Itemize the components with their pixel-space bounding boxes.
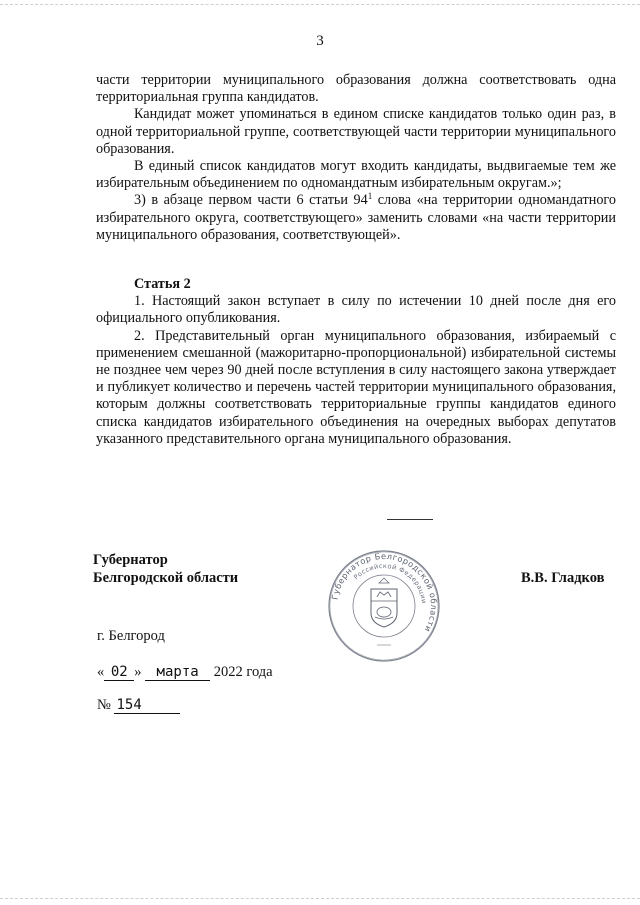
- date-month: марта: [145, 664, 210, 681]
- article-2-item-1: 1. Настоящий закон вступает в силу по истечении 10 дней после дня его официального опубликования.: [96, 293, 616, 327]
- number-prefix: №: [97, 697, 111, 713]
- article-2-heading: Статья 2: [134, 276, 191, 293]
- amendment-text-start: 3) в абзаце первом части 6 статьи 94: [134, 192, 368, 209]
- separator-line: [387, 519, 433, 520]
- coat-of-arms-icon: [371, 578, 397, 627]
- governor-title: [93, 551, 238, 587]
- amendment-text-end: слова «на территории одномандатного избирательного округа, соответствующего» заменить словами «на части территории муниципального образования, соответствующей».: [96, 192, 616, 243]
- governor-title-line-1: Губернатор: [93, 552, 168, 568]
- paragraph-continuation: части территории муниципального образования должна соответствовать одна территориальная группа кандидатов.: [96, 72, 616, 106]
- paragraph-single-list: В единый список кандидатов могут входить кандидаты, выдвигаемые тем же избирательным объединением по одномандатным избирательным округам.»;: [96, 158, 616, 192]
- official-seal-stamp: [327, 549, 441, 663]
- place-of-signing: г. Белгород: [97, 628, 165, 644]
- signing-date: [97, 664, 273, 681]
- scan-edge-top: [0, 4, 640, 7]
- document-body: [96, 72, 616, 448]
- page-number: 3: [316, 33, 324, 49]
- date-close-quote: »: [134, 664, 142, 680]
- paragraph-candidate-mention: Кандидат может упоминаться в едином списке кандидатов только один раз, в одной территориальной группе, соответствующей части территории муниципального образования.: [96, 106, 616, 157]
- governor-name: В.В. Гладков: [521, 570, 605, 586]
- amendment-superscript: 1: [367, 191, 373, 202]
- governor-title-line-2: Белгородской области: [93, 570, 239, 586]
- scan-edge-bottom: [0, 898, 640, 901]
- seal-outer-text: Губернатор Белгородской области: [329, 550, 440, 635]
- seal-inner-text: Российской Федерации: [352, 561, 428, 605]
- date-open-quote: «: [97, 664, 105, 680]
- date-year: 2022 года: [213, 664, 273, 680]
- paragraph-amendment-3: [96, 192, 616, 244]
- document-number: [97, 697, 180, 714]
- number-value: 154: [114, 697, 180, 714]
- article-2-item-2: 2. Представительный орган муниципального образования, избираемый с применением смешанной (мажоритарно-пропорциональной) избирательной системы не позднее чем через 90 дней после вступления в силу настоящего закона утверждает и публикует количество и перечень частей территории муниципального образования, которым должны соответствовать территориальные группы кандидатов единого списка кандидатов избирательного объединения на очередных выборах депутатов указанного представительного органа муниципального образования.: [96, 327, 616, 447]
- date-day: 02: [104, 664, 134, 681]
